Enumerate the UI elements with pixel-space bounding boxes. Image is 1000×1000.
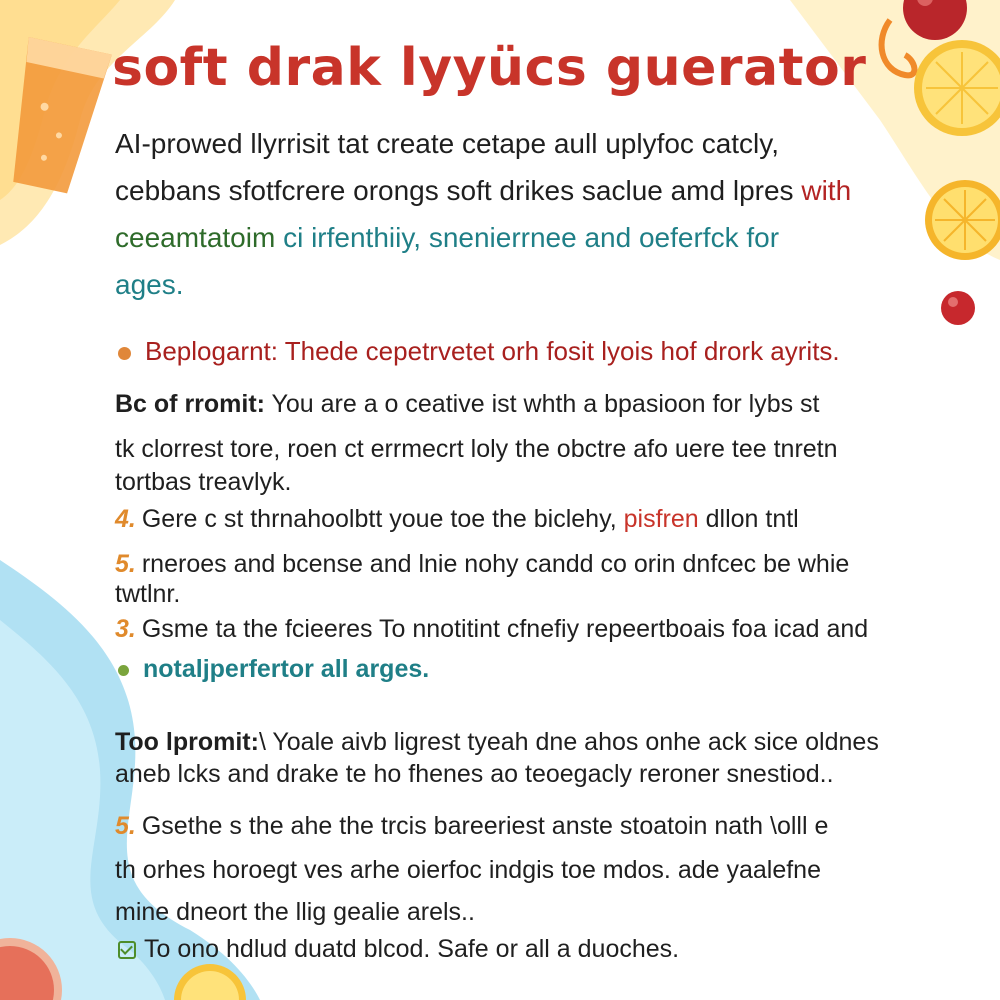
prompt-1-label: Bc of rromit:: [115, 390, 265, 418]
prompt-2-text-1: \ Yoale aivb ligrest tyeah dne ahos onhe ack sice oldnes: [258, 728, 879, 756]
list-item-4-number: 4.: [115, 505, 136, 533]
highlight-bullet: [118, 336, 840, 367]
list-item-3: [115, 615, 868, 644]
footer-text: To ono hdlud duatd blcod. Safe or all a duoches.: [144, 935, 680, 963]
prompt-1-line-3: tortbas treavlyk.: [115, 468, 292, 496]
prompt-2-line-2: aneb lcks and drake te ho fhenes ao teoegacly reroner snestiod..: [115, 760, 834, 788]
intro-line-2-accent: with: [793, 175, 852, 206]
intro-line-3: [115, 214, 875, 261]
prompt-1-line-2: tk clorrest tore, roen ct errmecrt loly the obctre afo uere tee tnretn: [115, 435, 838, 463]
highlight-text: Beplogarnt: Thede cepetrvetet orh fosit lyois hof drork ayrits.: [145, 336, 840, 366]
list-item-5-line-2: twtlnr.: [115, 580, 181, 608]
intro-line-3-green: ceeamtatoim: [115, 222, 276, 253]
list-item-4-tail: dllon tntl: [698, 505, 799, 533]
list-item-4: [115, 505, 799, 534]
list-item-5: [115, 550, 849, 579]
prompt-1-text-1: You are a o ceative ist whth a bpasioon for lybs st: [265, 390, 820, 418]
green-bullet: [118, 655, 429, 684]
green-bullet-text: notaljperfertor all arges.: [143, 655, 430, 683]
prompt-1-line-1: [115, 390, 820, 419]
list-item-5-number: 5.: [115, 550, 136, 578]
intro-paragraph: [115, 120, 875, 308]
list-item-4-text: Gere c st thrnahoolbtt youe toe the biclehy,: [141, 505, 617, 533]
orange-bullet-icon: [118, 347, 131, 360]
list-item-5-text: rneroes and bcense and lnie nohy candd co orin dnfcec be whie: [141, 550, 850, 578]
intro-line-1: AI-prowed llyrrisit tat create cetape aull uplyfoc catcly,: [115, 128, 779, 159]
list-item-5b-text-1: Gsethe s the ahe the trcis bareeriest anste stoatoin nath \olll e: [141, 812, 829, 840]
green-bullet-icon: [118, 665, 129, 676]
prompt-2-line-1: [115, 728, 879, 757]
list-item-5b-line-3: mine dneort the llig gealie arels..: [115, 898, 475, 926]
list-item-3-number: 3.: [115, 615, 136, 643]
list-item-5b: [115, 812, 828, 841]
intro-line-2-main: cebbans sfotfcrere orongs soft drikes saclue amd lpres: [115, 175, 794, 206]
intro-line-3-teal: ci irfenthiiy, snenierrnee and oeferfck for: [275, 222, 780, 253]
intro-line-2: [115, 167, 875, 214]
page-title: soft drak lyyücs guerator: [112, 38, 867, 98]
list-item-4-accent: pisfren: [616, 505, 699, 533]
check-icon: [118, 941, 136, 959]
list-item-5b-number: 5.: [115, 812, 136, 840]
list-item-5b-line-2: th orhes horoegt ves arhe oierfoc indgis toe mdos. ade yaalefne: [115, 856, 821, 884]
list-item-3-text: Gsme ta the fcieeres To nnotitint cfnefiy repeertboais foa icad and: [141, 615, 869, 643]
prompt-2-label: Too lpromit:: [115, 728, 259, 756]
footer-note: [118, 935, 679, 964]
intro-line-4: ages.: [115, 269, 184, 300]
